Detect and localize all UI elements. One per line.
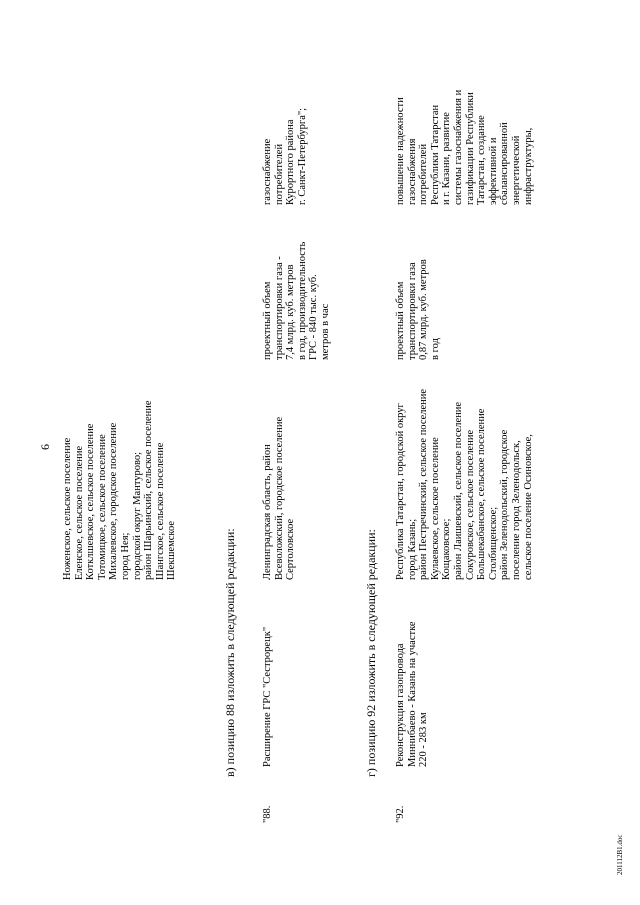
heading-amend-88: в) позицию 88 изложить в следующей редакции: bbox=[223, 528, 237, 777]
row-92-name: Реконструкция газопровода Миннибаево - Казань на участке 220 - 283 км bbox=[395, 621, 430, 767]
heading-amend-92: г) позицию 92 изложить в следующей редакции: bbox=[364, 529, 378, 777]
footer-filename: 201112B1.doc bbox=[616, 834, 624, 875]
row-92-number: "92. bbox=[395, 805, 406, 823]
page-number: 6 bbox=[38, 444, 52, 450]
row-88-capacity: проектный объем транспортировки газа - 7,4 млрд. куб. метров в год, производительность ГРС - 840 тыс. куб. метров в час bbox=[262, 241, 331, 360]
row-92-purpose: повышение надежности газоснабжения потребителей Республики Татарстан и г. Казани, развитие системы газоснабжения и газификации Республики Татарстан, создание эффективной и сбалансированной энергетической инфраструктуры, bbox=[395, 89, 534, 205]
row-92-location: Республика Татарстан, городской округ город Казань; район Пестречинский, сельское поселение Кулаевское, сельское поселение Кощаковское; район Лаишевский, сельское поселение Сокуровское, сельское поселение Большекабанское, сельское поселение Столбищенское; район Зеленодольский, городское поселение город Зеленодольск, сельское поселение Осиновское, bbox=[395, 388, 534, 580]
row-88-number: "88. bbox=[262, 805, 273, 823]
row-88-name: Расширение ГРС "Сестрорецк" bbox=[262, 626, 273, 767]
continuation-district-list: Ноженское, сельское поселение Еленское, сельское поселение Котклшевское, сельское поселение Тотомицкое, сельское поселение Михалевское, городское поселение город Нея; городской округ Мантурово; район Шарьинский, сельское поселение Шангское, сельское поселение Шекшемское bbox=[62, 400, 178, 580]
row-88-location: Ленинградская область, район Всеволожский, городское поселение Сертоловское bbox=[262, 416, 297, 580]
row-92-capacity: проектный объем транспортировки газа 0,87 млрд. куб. метров в год bbox=[395, 259, 441, 360]
row-88-purpose: газоснабжение потребителей Курортного района г. Санкт-Петербурга"; bbox=[262, 107, 308, 205]
